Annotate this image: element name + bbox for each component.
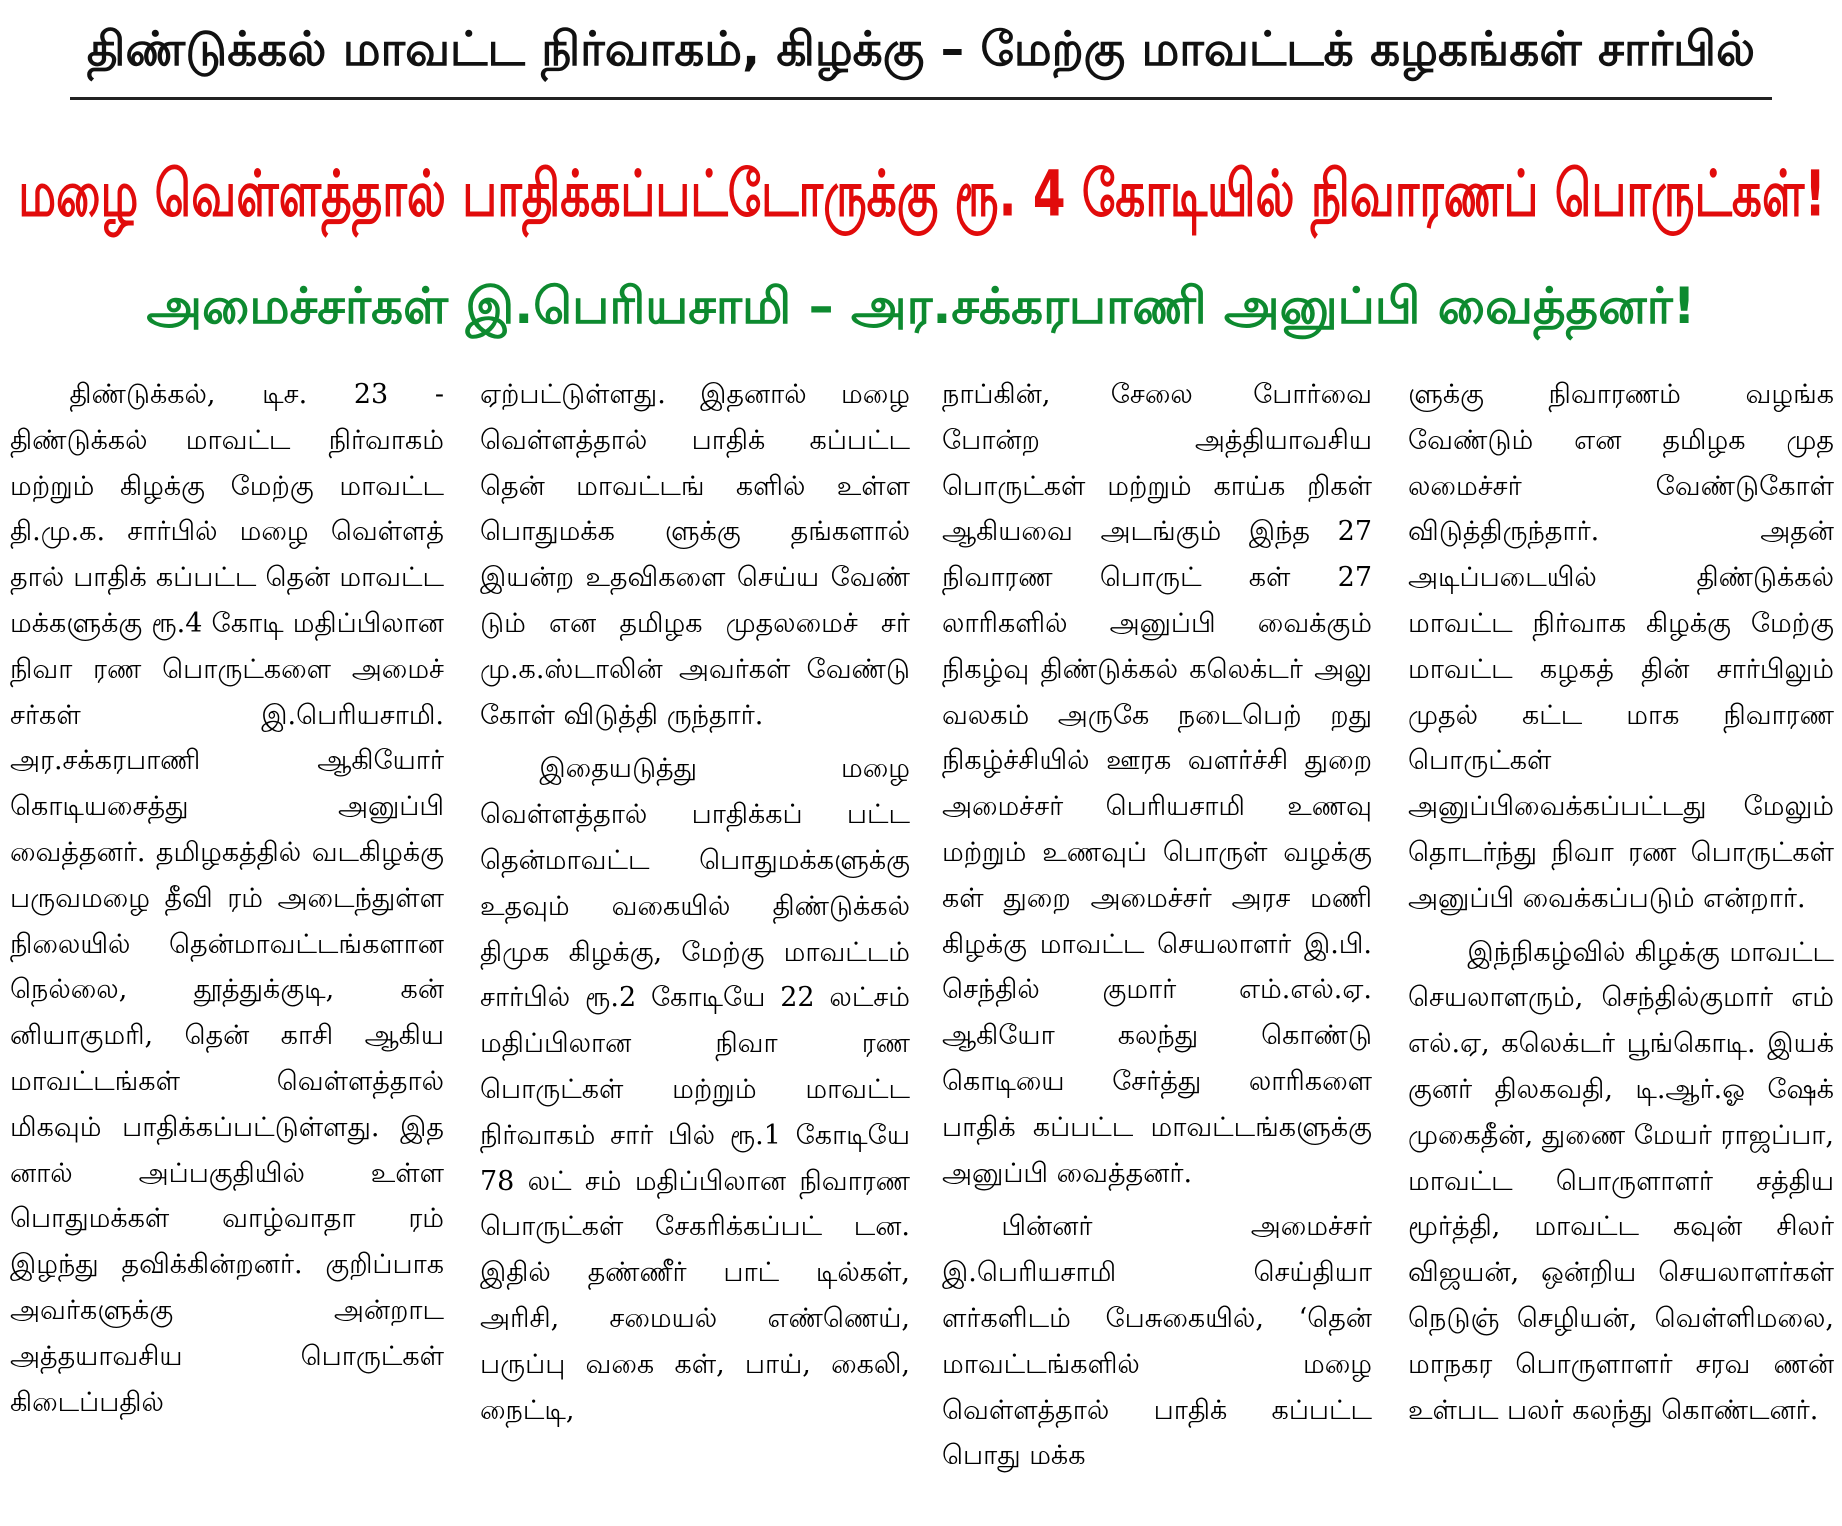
column-1-paragraph-1: திண்டுக்கல், டிச. 23 - திண்டுக்கல் மாவட்ட நிர்வாகம் மற்றும் கிழக்கு மேற்கு மாவட்ட தி.மு.க. சார்பில் மழை வெள்ளத் தால் பாதிக் கப்பட்ட தென் மாவட்ட மக்களுக்கு ரூ.4 கோடி மதிப்பிலான நிவா ரண பொருட்களை அமைச் சர்கள் இ.பெரியசாமி. அர.சக்கரபாணி ஆகியோர் கொடியசைத்து அனுப்பி வைத்தனர். தமிழகத்தில் வடகிழக்கு பருவமழை தீவி ரம் அடைந்துள்ள நிலையில் தென்மாவட்டங்களான நெல்லை, தூத்துக்குடி, கன் னியாகுமரி, தென் காசி ஆகிய மாவட்டங்கள் வெள்ளத்தால் மிகவும் பாதிக்கப்பட்டுள்ளது. இத னால் அப்பகுதியில் உள்ள பொதுமக்கள் வாழ்வாதா ரம் இழந்து தவிக்கின்றனர். குறிப்பாக அவர்களுக்கு அன்றாட அத்தயாவசிய பொருட்கள் கிடைப்பதில் xyxy=(10,379,444,1418)
article-column-2 xyxy=(480,372,910,1522)
column-3-paragraph-2: பின்னர் அமைச்சர் இ.பெரியசாமி செய்தியா ளர்களிடம் பேசுகையில், ‘தென் மாவட்டங்களில் மழை வெள்ளத்தால் பாதிக் கப்பட்ட பொது மக்க xyxy=(942,1211,1372,1472)
article-column-4 xyxy=(1408,372,1834,1522)
headline: மழை வெள்ளத்தால் பாதிக்கப்பட்டோருக்கு ரூ. 4 கோடியில் நிவாரணப் பொருட்கள்! xyxy=(18,157,1826,232)
column-2-paragraph-1: ஏற்பட்டுள்ளது. இதனால் மழை வெள்ளத்தால் பாதிக் கப்பட்ட தென் மாவட்டங் களில் உள்ள பொதுமக்க ளுக்கு தங்களால் இயன்ற உதவிகளை செய்ய வேண் டும் என தமிழக முதலமைச் சர் மு.க.ஸ்டாலின் அவர்கள் வேண்டு கோள் விடுத்தி ருந்தார். xyxy=(480,379,910,731)
column-4-paragraph-1: ளுக்கு நிவாரணம் வழங்க வேண்டும் என தமிழக முத லமைச்சர் வேண்டுகோள் விடுத்திருந்தார். அதன் அடிப்படையில் திண்டுக்கல் மாவட்ட நிர்வாக கிழக்கு மேற்கு மாவட்ட கழகத் தின் சார்பிலும் முதல் கட்ட மாக நிவாரண பொருட்கள் அனுப்பிவைக்கப்பட்டது மேலும் தொடர்ந்து நிவா ரண பொருட்கள் அனுப்பி வைக்கப்படும் என்றார். xyxy=(1408,379,1834,914)
subheadline: அமைச்சர்கள் இ.பெரியசாமி – அர.சக்கரபாணி அனுப்பி வைத்தனர்! xyxy=(146,277,1696,335)
column-4-paragraph-2: இந்நிகழ்வில் கிழக்கு மாவட்ட செயலாளரும், செந்தில்குமார் எம் எல்.ஏ, கலெக்டர் பூங்கொடி. இயக் குனர் திலகவதி, டி.ஆர்.ஓ ஷேக் முகைதீன், துணை மேயர் ராஜப்பா, மாவட்ட பொருளாளர் சத்திய மூர்த்தி, மாவட்ட கவுன் சிலர் விஜயன், ஒன்றிய செயலாளர்கள் நெடுஞ் செழியன், வெள்ளிமலை, மாநகர பொருளாளர் சரவ ணன் உள்பட பலர் கலந்து கொண்டனர். xyxy=(1408,936,1834,1426)
column-2-paragraph-2: இதையடுத்து மழை வெள்ளத்தால் பாதிக்கப் பட்ட தென்மாவட்ட பொதுமக்களுக்கு உதவும் வகையில் திண்டுக்கல் திமுக கிழக்கு, மேற்கு மாவட்டம் சார்பில் ரூ.2 கோடியே 22 லட்சம் மதிப்பிலான நிவா ரண பொருட்கள் மற்றும் மாவட்ட நிர்வாகம் சார் பில் ரூ.1 கோடியே 78 லட் சம் மதிப்பிலான நிவாரண பொருட்கள் சேகரிக்கப்பட் டன. இதில் தண்ணீர் பாட் டில்கள், அரிசி, சமையல் எண்ணெய், பருப்பு வகை கள், பாய், கைலி, நைட்டி, xyxy=(480,753,910,1426)
top-line: திண்டுக்கல் மாவட்ட நிர்வாகம், கிழக்கு – மேற்கு மாவட்டக் கழகங்கள் சார்பில் xyxy=(86,22,1756,77)
article-column-1 xyxy=(10,372,444,1522)
column-3-paragraph-1: நாப்கின், சேலை போர்வை போன்ற அத்தியாவசிய பொருட்கள் மற்றும் காய்க றிகள் ஆகியவை அடங்கும் இந்த 27 நிவாரண பொருட் கள் 27 லாரிகளில் அனுப்பி வைக்கும் நிகழ்வு திண்டுக்கல் கலெக்டர் அலு வலகம் அருகே நடைபெற் றது நிகழ்ச்சியில் ஊரக வளர்ச்சி துறை அமைச்சர் பெரியசாமி உணவு மற்றும் உணவுப் பொருள் வழக்கு கள் துறை அமைச்சர் அரச மணி கிழக்கு மாவட்ட செயலாளர் இ.பி. செந்தில் குமார் எம்.எல்.ஏ. ஆகியோ கலந்து கொண்டு கொடியை சேர்த்து லாரிகளை பாதிக் கப்பட்ட மாவட்டங்களுக்கு அனுப்பி வைத்தனர். xyxy=(942,379,1372,1189)
article-column-3 xyxy=(942,372,1372,1522)
